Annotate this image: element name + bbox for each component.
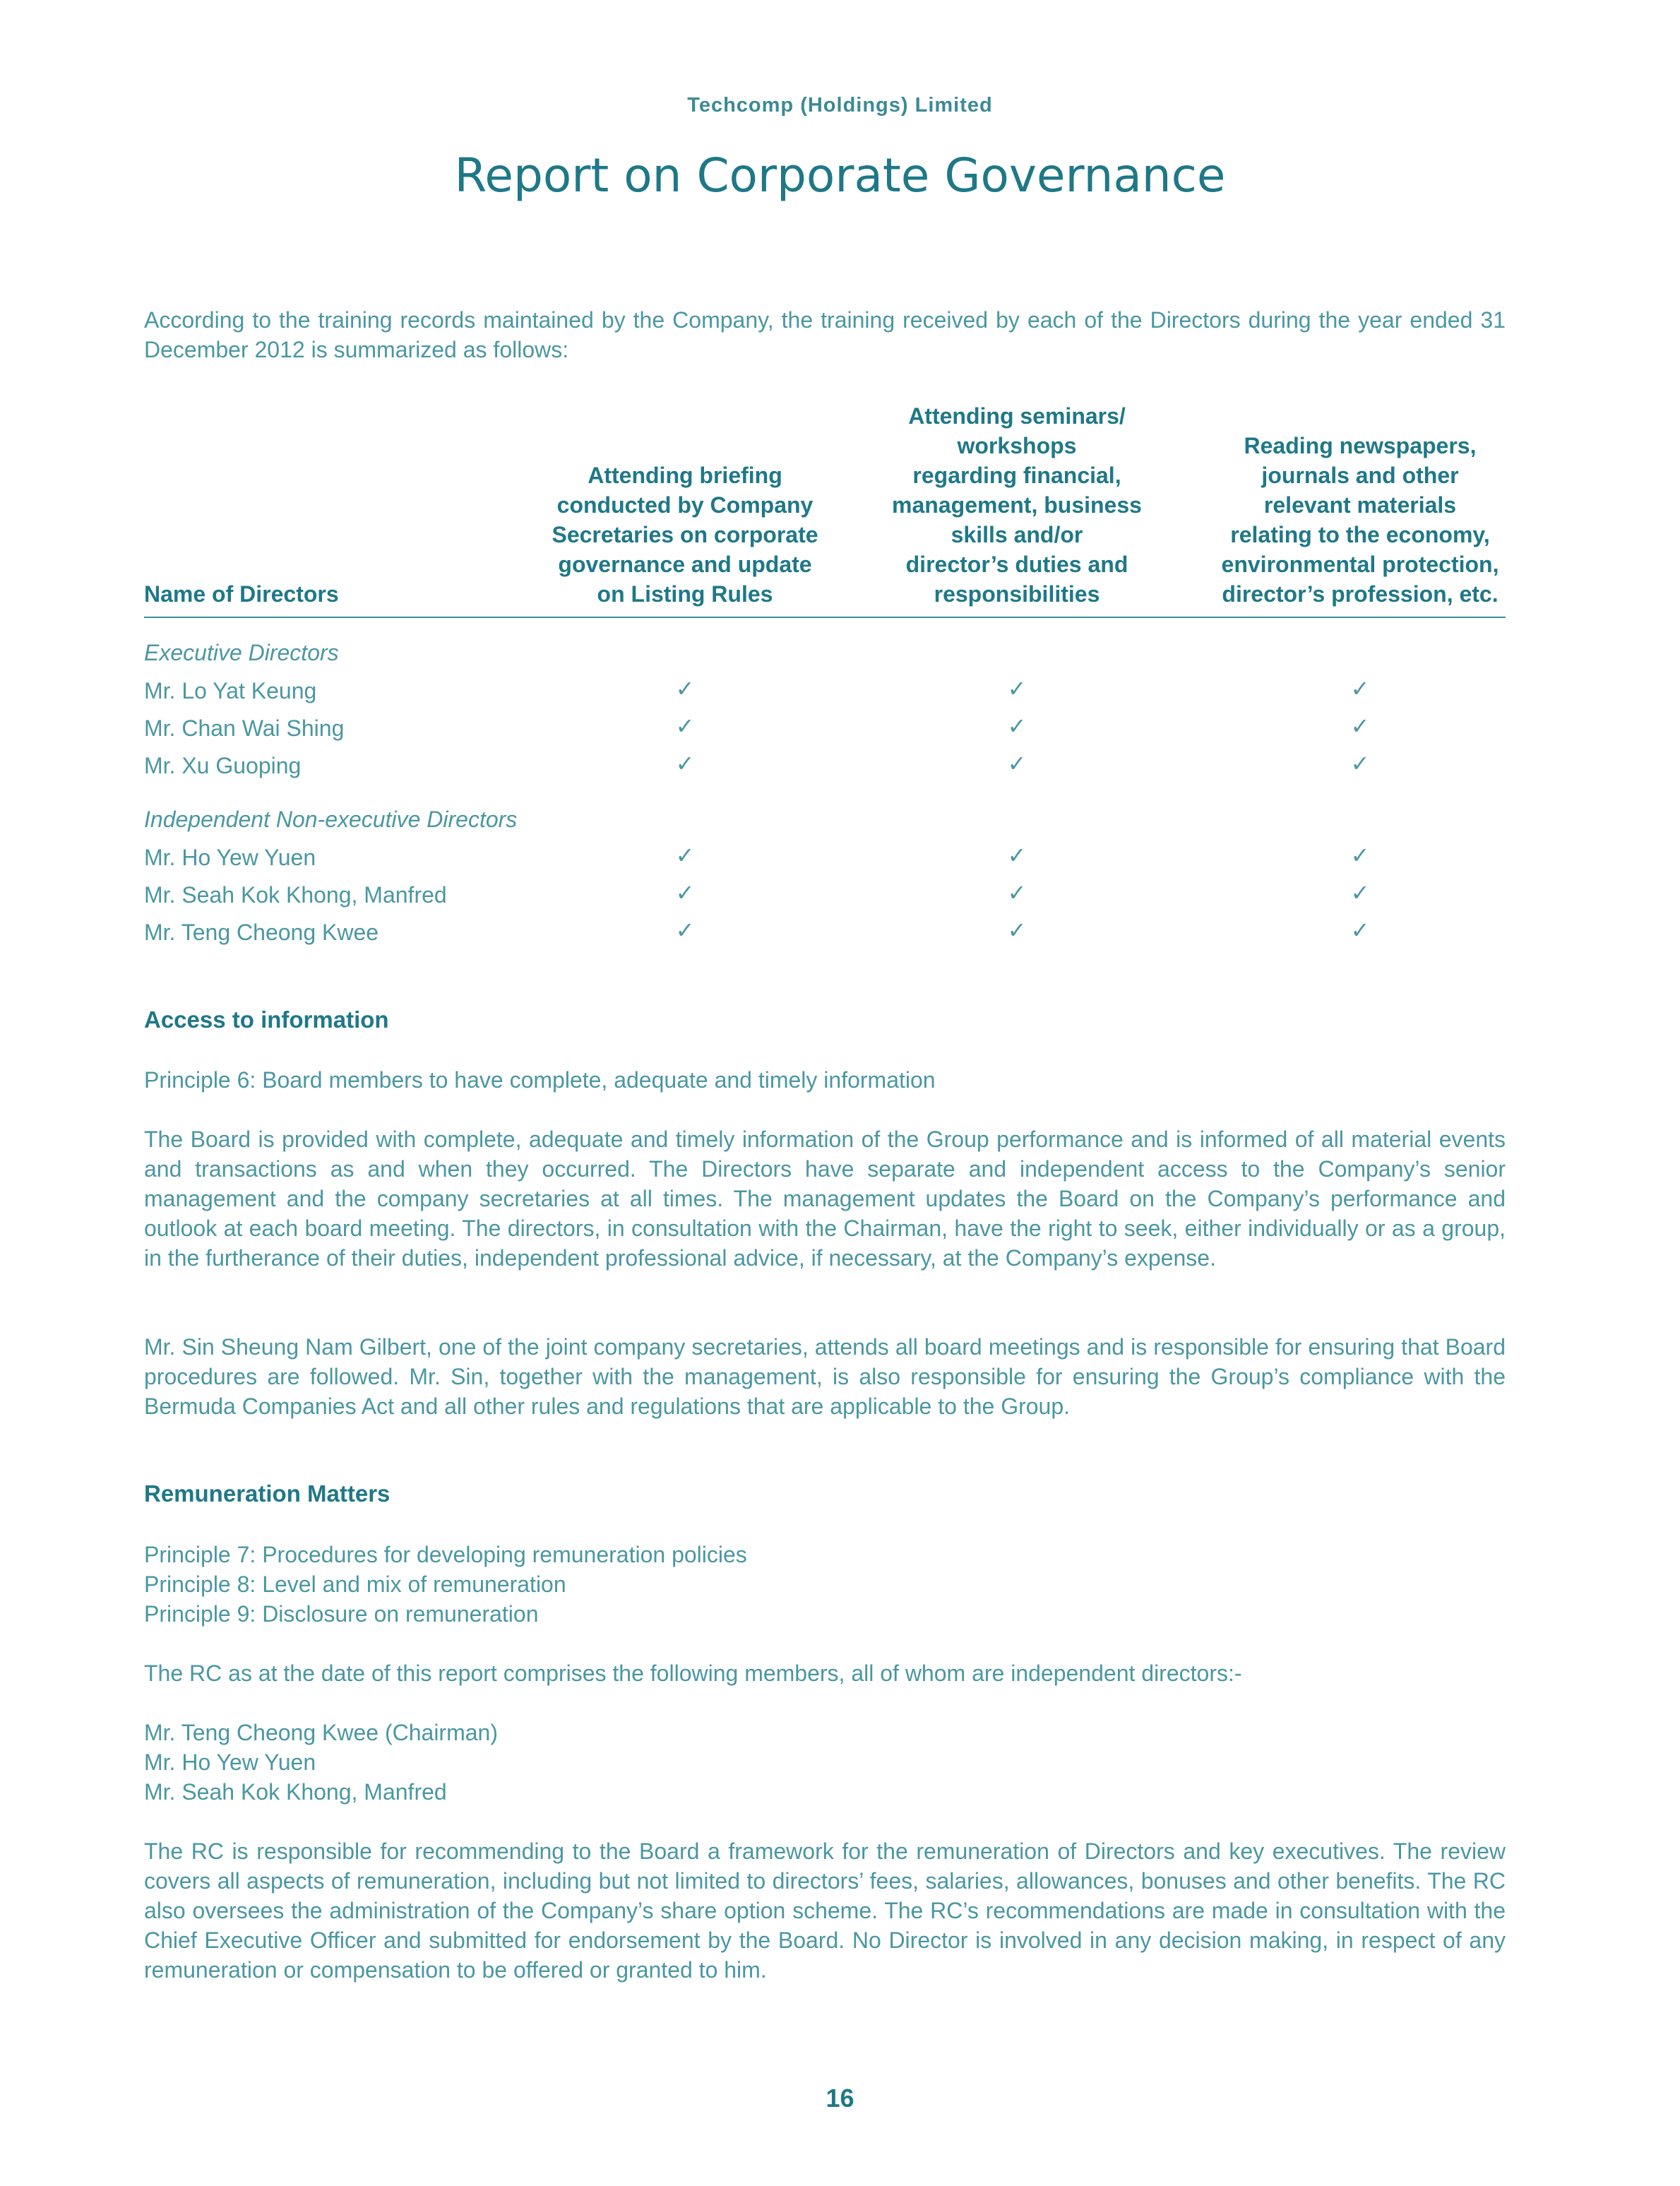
director-name: Mr. Teng Cheong Kwee xyxy=(144,920,379,945)
check-mark: ✓ xyxy=(1007,750,1027,777)
col-header-line: director’s duties and xyxy=(905,552,1128,577)
col-header-line: relating to the economy, xyxy=(1230,522,1490,547)
col-header-line: responsibilities xyxy=(934,581,1100,607)
section-heading-access: Access to information xyxy=(144,1006,389,1033)
col-header-briefing xyxy=(537,461,833,609)
principle-8: Principle 8: Level and mix of remuneration xyxy=(144,1572,566,1597)
principle-9: Principle 9: Disclosure on remuneration xyxy=(144,1601,539,1627)
principle-6: Principle 6: Board members to have complete, adequate and timely information xyxy=(144,1067,936,1093)
col-header-seminars xyxy=(869,401,1165,609)
col-header-line: on Listing Rules xyxy=(597,581,773,607)
col-header-line: environmental protection, xyxy=(1221,552,1499,577)
rc-members-list xyxy=(144,1718,1506,1807)
col-header-line: Attending seminars/ xyxy=(908,403,1126,429)
access-paragraph-2: Mr. Sin Sheung Nam Gilbert, one of the joint company secretaries, attends all board meetings and is responsible for ensuring that Board procedures are followed. Mr. Sin, together with the management, is also responsible for ensuring the Group’s compliance with the Bermuda Companies Act and all other rules and regulations that are applicable to the Group. xyxy=(144,1334,1506,1419)
group-label-executive: Executive Directors xyxy=(144,640,339,665)
col-header-line: regarding financial, xyxy=(912,463,1121,488)
col-header-line: Reading newspapers, xyxy=(1244,433,1477,458)
company-name: Techcomp (Holdings) Limited xyxy=(687,94,993,117)
director-name: Mr. Lo Yat Keung xyxy=(144,678,317,703)
rc-member: Mr. Seah Kok Khong, Manfred xyxy=(144,1779,447,1805)
col-header-line: Secretaries on corporate xyxy=(552,522,818,547)
check-mark: ✓ xyxy=(675,750,695,777)
col-header-line: workshops xyxy=(957,433,1077,458)
check-mark: ✓ xyxy=(1350,879,1370,906)
principles-list xyxy=(144,1540,1506,1629)
page-title: Report on Corporate Governance xyxy=(454,148,1226,203)
col-header-line: conducted by Company xyxy=(556,492,814,518)
check-mark: ✓ xyxy=(675,842,695,869)
col-header-reading xyxy=(1205,431,1515,609)
rc-paragraph: The RC is responsible for recommending to the Board a framework for the remuneration of Directors and key executives. The review covers all aspects of remuneration, including but not limited to directors’ fees, salaries, allowances, bonuses and other benefits. The RC also oversees the administration of the Company’s share option scheme. The RC’s recommendations are made in consultation with the Chief Executive Officer and submitted for endorsement by the Board. No Director is involved in any decision making, in respect of any remuneration or compensation to be offered or granted to him. xyxy=(144,1839,1506,1983)
access-paragraph-1: The Board is provided with complete, adequate and timely information of the Group performance and is informed of all material events and transactions as and when they occurred. The Directors have separate and independent access to the Company’s senior management and the company secretaries at all times. The management updates the Board on the Company’s performance and outlook at each board meeting. The directors, in consultation with the Chairman, have the right to seek, either individually or as a group, in the furtherance of their duties, independent professional advice, if necessary, at the Company’s expense. xyxy=(144,1127,1506,1271)
check-mark: ✓ xyxy=(1350,750,1370,777)
col-header-line: governance and update xyxy=(558,552,812,577)
col-header-name: Name of Directors xyxy=(144,581,339,607)
col-header-line: director’s profession, etc. xyxy=(1222,581,1499,607)
director-name: Mr. Xu Guoping xyxy=(144,753,302,778)
intro-paragraph: According to the training records maintained by the Company, the training received by each of the Directors during the year ended 31 December 2012 is summarized as follows: xyxy=(144,307,1506,362)
check-mark: ✓ xyxy=(675,713,695,739)
check-mark: ✓ xyxy=(675,917,695,944)
check-mark: ✓ xyxy=(1007,713,1027,739)
principle-7: Principle 7: Procedures for developing remuneration policies xyxy=(144,1542,747,1567)
page-number: 16 xyxy=(826,2084,854,2113)
group-label-independent: Independent Non-executive Directors xyxy=(144,807,518,832)
director-name: Mr. Ho Yew Yuen xyxy=(144,845,316,870)
check-mark: ✓ xyxy=(1350,713,1370,739)
rc-member: Mr. Teng Cheong Kwee (Chairman) xyxy=(144,1720,498,1745)
check-mark: ✓ xyxy=(1007,675,1027,702)
check-mark: ✓ xyxy=(675,675,695,702)
table-header-rule xyxy=(144,617,1506,618)
col-header-line: Attending briefing xyxy=(588,463,782,488)
director-name: Mr. Chan Wai Shing xyxy=(144,715,345,741)
director-name: Mr. Seah Kok Khong, Manfred xyxy=(144,882,447,908)
check-mark: ✓ xyxy=(1350,842,1370,869)
rc-member: Mr. Ho Yew Yuen xyxy=(144,1750,316,1775)
col-header-line: skills and/or xyxy=(951,522,1083,547)
check-mark: ✓ xyxy=(1007,917,1027,944)
check-mark: ✓ xyxy=(1007,879,1027,906)
check-mark: ✓ xyxy=(1007,842,1027,869)
check-mark: ✓ xyxy=(675,879,695,906)
check-mark: ✓ xyxy=(1350,917,1370,944)
col-header-line: management, business xyxy=(892,492,1142,518)
col-header-line: relevant materials xyxy=(1263,492,1457,518)
col-header-line: journals and other xyxy=(1261,463,1459,488)
check-mark: ✓ xyxy=(1350,675,1370,702)
section-heading-remuneration: Remuneration Matters xyxy=(144,1480,391,1507)
rc-intro: The RC as at the date of this report comprises the following members, all of whom are independent directors:- xyxy=(144,1661,1242,1686)
